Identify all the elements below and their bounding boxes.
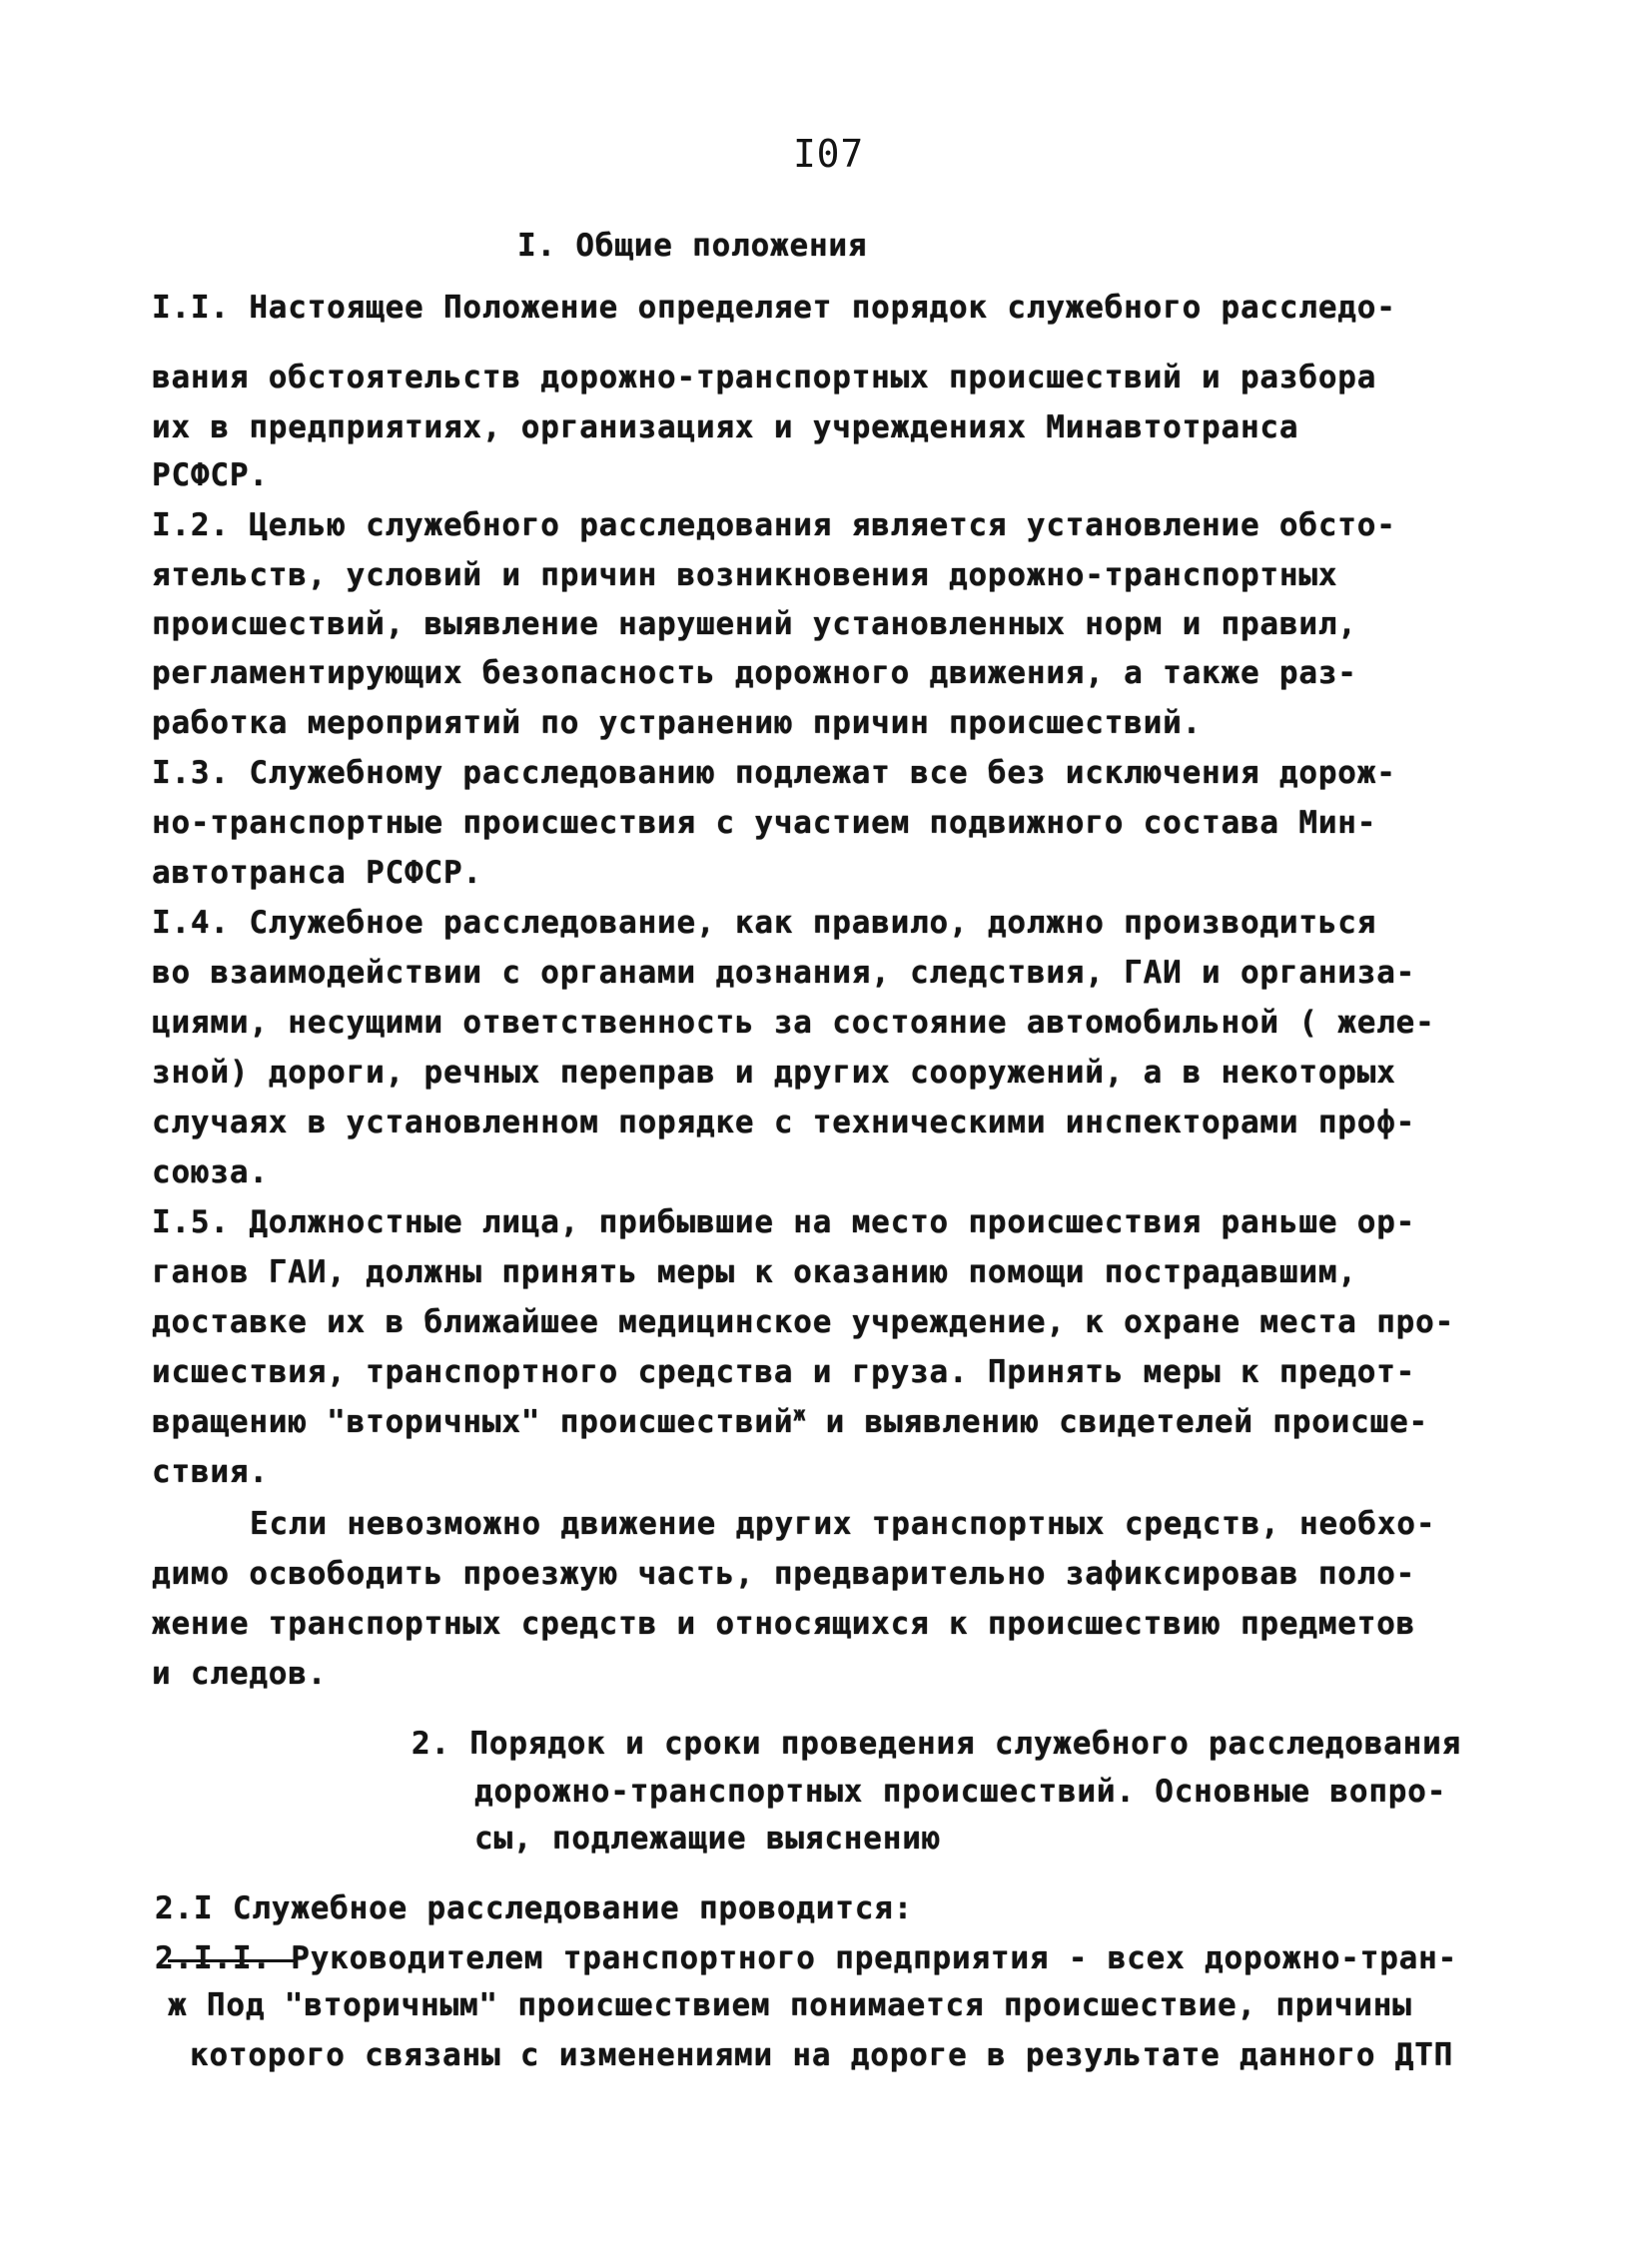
text-line: союза. (152, 1154, 269, 1190)
text-line: I.4. Служебное расследование, как правило, должно производиться (152, 905, 1377, 941)
text-line: I.5. Должностные лица, прибывшие на место происшествия раньше ор- (152, 1204, 1416, 1240)
text-line: Если невозможно движение других транспортных средств, необхо- (250, 1506, 1436, 1542)
text-line: I.I. Настоящее Положение определяет порядок служебного расследо- (152, 290, 1396, 326)
text-line-with-footnote (152, 1401, 1428, 1440)
text-line: их в предприятиях, организациях и учреждениях Минавтотранса (152, 409, 1299, 445)
text-line: исшествия, транспортного средства и груза. Принять меры к предот- (152, 1354, 1416, 1390)
text-line: циями, несущими ответственность за состояние автомобильной ( желе- (152, 1005, 1435, 1041)
text-line: во взаимодействии с органами дознания, следствия, ГАИ и организа- (152, 955, 1416, 991)
footnote-marker: ж (793, 1401, 807, 1426)
text-line: случаях в установленном порядке с техническими инспекторами проф- (152, 1105, 1416, 1140)
text-line: вания обстоятельств дорожно-транспортных происшествий и разбора (152, 360, 1377, 395)
text-line: происшествий, выявление нарушений установленных норм и правил, (152, 606, 1357, 642)
text-line: ятельств, условий и причин возникновения дорожно-транспортных (152, 557, 1338, 593)
text-line: доставке их в ближайшее медицинское учреждение, к охране места про- (152, 1304, 1455, 1340)
text-line: 2.I.I. Руководителем транспортного предприятия - всех дорожно-тран- (155, 1940, 1458, 1976)
footnote-line: которого связаны с изменениями на дороге в результате данного ДТП (190, 2037, 1454, 2073)
text-line: ганов ГАИ, должны принять меры к оказанию помощи пострадавшим, (152, 1254, 1357, 1290)
text-line: вращению "вторичных" происшествий (152, 1404, 794, 1440)
text-line: I.2. Целью служебного расследования является установление обсто- (152, 507, 1396, 543)
text-line: ствия. (152, 1454, 269, 1490)
text-line: работка мероприятий по устранению причин происшествий. (152, 705, 1203, 741)
footnote-line: ж Под "вторичным" происшествием понимается происшествие, причины (168, 1987, 1412, 2023)
text-line: и следов. (152, 1656, 328, 1692)
text-line: I.3. Служебному расследованию подлежат все без исключения дорож- (152, 755, 1396, 791)
text-line: димо освободить проезжую часть, предварительно зафиксировав поло- (152, 1556, 1416, 1592)
text-line: РСФСР. (152, 457, 269, 493)
section-1-heading: I. Общие положения (517, 228, 868, 264)
footnote-separator (168, 1959, 296, 1962)
text-line-tail: и выявлению свидетелей происше- (806, 1404, 1428, 1440)
section-2-heading-line: дорожно-транспортных происшествий. Основные вопро- (474, 1774, 1447, 1810)
page-number: I07 (793, 132, 865, 176)
text-line: автотранса РСФСР. (152, 855, 482, 891)
section-2-heading-line: 2. Порядок и сроки проведения служебного расследования (412, 1726, 1462, 1762)
section-2-heading-line: сы, подлежащие выяснению (474, 1821, 942, 1857)
text-line: но-транспортные происшествия с участием подвижного состава Мин- (152, 805, 1377, 841)
text-line: зной) дороги, речных переправ и других сооружений, а в некоторых (152, 1055, 1396, 1091)
text-line: жение транспортных средств и относящихся к происшествию предметов (152, 1606, 1416, 1642)
text-line: регламентирующих безопасность дорожного движения, а также раз- (152, 655, 1357, 691)
text-line: 2.I Служебное расследование проводится: (155, 1890, 914, 1926)
